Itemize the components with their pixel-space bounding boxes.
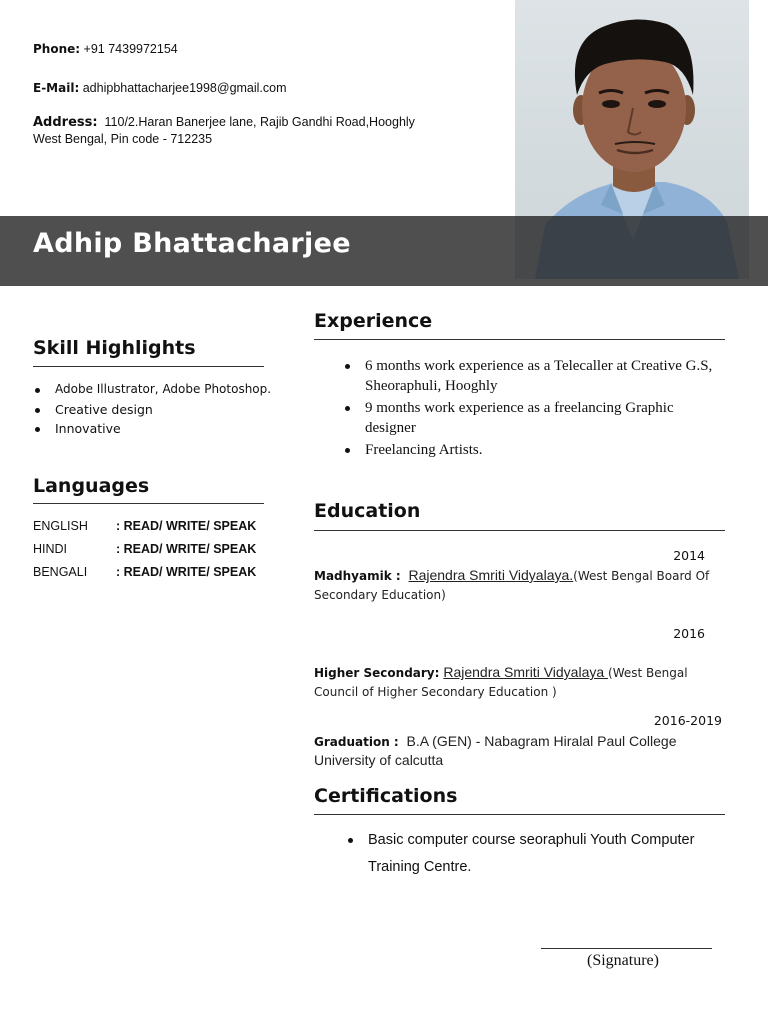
list-item — [346, 827, 716, 881]
experience-heading: Experience — [314, 310, 433, 332]
education-year: 2016-2019 — [653, 713, 722, 728]
language-row — [33, 561, 273, 584]
language-row — [33, 538, 273, 561]
certification-text: Basic computer course seoraphuli Youth Computer Training Centre. — [368, 832, 695, 875]
experience-list — [343, 356, 728, 462]
phone-value: +91 7439972154 — [83, 42, 178, 56]
address-block — [33, 114, 503, 147]
languages-divider — [33, 503, 264, 504]
education-year: 2016 — [673, 626, 705, 641]
certifications-divider — [314, 814, 725, 815]
education-year: 2014 — [673, 548, 705, 563]
education-entry-graduation — [314, 732, 724, 769]
education-board: (West Bengal Board Of Secondary Education) — [314, 569, 710, 602]
list-item: Adobe Illustrator, Adobe Photoshop. — [33, 380, 273, 400]
education-entry-higher-secondary — [314, 663, 724, 701]
certifications-list — [346, 827, 716, 881]
signature-line — [541, 948, 712, 949]
education-school: Rajendra Smriti Vidyalaya — [443, 664, 609, 680]
list-item: Creative design — [33, 400, 273, 420]
address-line-2: West Bengal, Pin code - 712235 — [33, 132, 213, 146]
list-item: Innovative — [33, 419, 273, 439]
email-value[interactable]: adhipbhattacharjee1998@gmail.com — [82, 81, 287, 95]
language-name: HINDI — [33, 542, 68, 556]
address-label: Address: — [33, 115, 98, 130]
language-ability: : READ/ WRITE/ SPEAK — [116, 565, 257, 579]
education-label: Madhyamik : — [314, 569, 401, 583]
education-label: Graduation : — [314, 735, 399, 749]
list-item: 9 months work experience as a freelancing Graphic designer — [343, 398, 728, 438]
education-label: Higher Secondary: — [314, 666, 440, 680]
skills-list — [33, 380, 273, 439]
skills-divider — [33, 366, 264, 367]
education-divider — [314, 530, 725, 531]
language-row — [33, 515, 273, 538]
experience-divider — [314, 339, 725, 340]
language-ability: : READ/ WRITE/ SPEAK — [116, 542, 257, 556]
address-line-1: 110/2.Haran Banerjee lane, Rajib Gandhi Road,Hooghly — [104, 115, 415, 129]
certifications-heading: Certifications — [314, 785, 458, 807]
language-name: ENGLISH — [33, 519, 88, 533]
language-ability: : READ/ WRITE/ SPEAK — [116, 519, 257, 533]
education-board: (West Bengal Council of Higher Secondary Education ) — [314, 666, 688, 699]
email-line — [33, 81, 287, 95]
languages-heading: Languages — [33, 475, 150, 497]
language-name: BENGALI — [33, 565, 88, 579]
languages-list — [33, 515, 273, 584]
candidate-name: Adhip Bhattacharjee — [33, 228, 351, 259]
skills-heading: Skill Highlights — [33, 337, 196, 359]
signature-label: (Signature) — [587, 952, 659, 969]
list-item: 6 months work experience as a Telecaller at Creative G.S, Sheoraphuli, Hooghly — [343, 356, 728, 396]
education-entry-madhyamik — [314, 566, 724, 604]
education-school: Rajendra Smriti Vidyalaya. — [408, 567, 574, 583]
education-heading: Education — [314, 500, 421, 522]
education-school: B.A (GEN) - Nabagram Hiralal Paul College — [406, 733, 677, 749]
phone-line — [33, 42, 178, 56]
list-item: Freelancing Artists. — [343, 440, 728, 460]
phone-label: Phone: — [33, 42, 81, 56]
education-university: University of calcutta — [314, 752, 444, 768]
email-label: E-Mail: — [33, 81, 80, 95]
